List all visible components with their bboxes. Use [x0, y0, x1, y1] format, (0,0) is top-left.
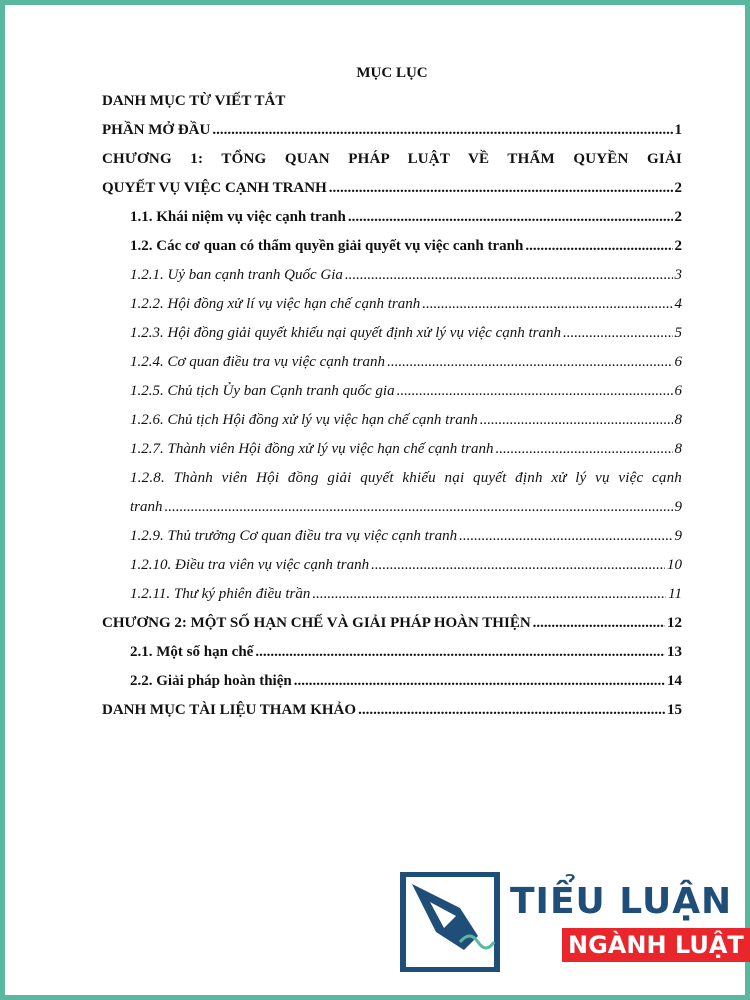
toc-entry-1-2[interactable]: 1.2. Các cơ quan có thẩm quyền giải quyết vụ việc canh tranh ..... 2 — [102, 232, 682, 261]
toc-entry-intro[interactable]: PHẦN MỞ ĐẦU ..... 1 — [102, 116, 682, 145]
toc-entry-1-2-7[interactable]: 1.2.7. Thành viên Hội đồng xử lý vụ việc hạn chế cạnh tranh ..... 8 — [102, 435, 682, 464]
leader-dots — [533, 609, 665, 638]
toc-entry-1-2-8-line1[interactable]: 1.2.8. Thành viên Hội đồng giải quyết khiếu nại quyết định xử lý vụ việc cạnh — [130, 470, 682, 486]
toc-entry-chapter2[interactable]: CHƯƠNG 2: MỘT SỐ HẠN CHẾ VÀ GIẢI PHÁP HOÀN THIỆN ..... 12 — [102, 609, 682, 638]
toc-entry-1-2-9[interactable]: 1.2.9. Thủ trưởng Cơ quan điều tra vụ việc cạnh tranh ..... 9 — [102, 522, 682, 551]
leader-dots — [480, 406, 673, 435]
toc-entry-1-2-11[interactable]: 1.2.11. Thư ký phiên điều trần ..... 11 — [102, 580, 682, 609]
toc-entry-1-2-3[interactable]: 1.2.3. Hội đồng giải quyết khiếu nại quyết định xử lý vụ việc cạnh tranh ..... 5 — [102, 319, 682, 348]
toc-entry-1-2-4[interactable]: 1.2.4. Cơ quan điều tra vụ việc cạnh tranh ..... 6 — [102, 348, 682, 377]
leader-dots — [358, 696, 665, 725]
leader-dots — [525, 232, 672, 261]
leader-dots — [312, 580, 666, 609]
brand-logo — [510, 882, 750, 962]
leader-dots — [255, 638, 665, 667]
toc-title: MỤC LỤC — [356, 65, 428, 81]
toc-entry-1-2-6[interactable]: 1.2.6. Chủ tịch Hội đồng xử lý vụ việc hạn chế cạnh tranh ..... 8 — [102, 406, 682, 435]
leader-dots — [387, 348, 672, 377]
leader-dots — [345, 261, 673, 290]
brand-name-line2: NGÀNH LUẬT — [562, 928, 750, 962]
toc-entry-1-2-2[interactable]: 1.2.2. Hội đồng xử lí vụ việc hạn chế cạnh tranh ..... 4 — [102, 290, 682, 319]
toc-entry-1-2-10[interactable]: 1.2.10. Điều tra viên vụ việc cạnh tranh ..... 10 — [102, 551, 682, 580]
leader-dots — [294, 667, 665, 696]
leader-dots — [563, 319, 673, 348]
leader-dots — [165, 493, 673, 522]
toc-entry-abbrev[interactable]: DANH MỤC TỪ VIẾT TẮT — [102, 93, 286, 109]
brand-name-line1: TIỂU LUẬN — [510, 881, 733, 922]
leader-dots — [496, 435, 673, 464]
table-of-contents — [102, 60, 682, 725]
leader-dots — [371, 551, 665, 580]
toc-entry-chapter1-line2[interactable]: QUYẾT VỤ VIỆC CẠNH TRANH ..... 2 — [102, 174, 682, 203]
leader-dots — [212, 116, 672, 145]
leader-dots — [329, 174, 673, 203]
toc-entry-1-2-8-line2[interactable]: tranh ..... 9 — [102, 493, 682, 522]
toc-entry-chapter1-line1[interactable]: CHƯƠNG 1: TỔNG QUAN PHÁP LUẬT VỀ THẨM QUYỀN GIẢI — [102, 151, 682, 167]
toc-entry-1-2-1[interactable]: 1.2.1. Uỷ ban cạnh tranh Quốc Gia ..... 3 — [102, 261, 682, 290]
leader-dots — [397, 377, 673, 406]
toc-entry-1-1[interactable]: 1.1. Khái niệm vụ việc cạnh tranh ..... 2 — [102, 203, 682, 232]
toc-entry-2-2[interactable]: 2.2. Giải pháp hoàn thiện ..... 14 — [102, 667, 682, 696]
leader-dots — [348, 203, 673, 232]
leader-dots — [422, 290, 672, 319]
toc-entry-references[interactable]: DANH MỤC TÀI LIỆU THAM KHẢO ..... 15 — [102, 696, 682, 725]
toc-entry-2-1[interactable]: 2.1. Một số hạn chế ..... 13 — [102, 638, 682, 667]
leader-dots — [459, 522, 672, 551]
toc-entry-1-2-5[interactable]: 1.2.5. Chủ tịch Ủy ban Cạnh tranh quốc gia ..... 6 — [102, 377, 682, 406]
